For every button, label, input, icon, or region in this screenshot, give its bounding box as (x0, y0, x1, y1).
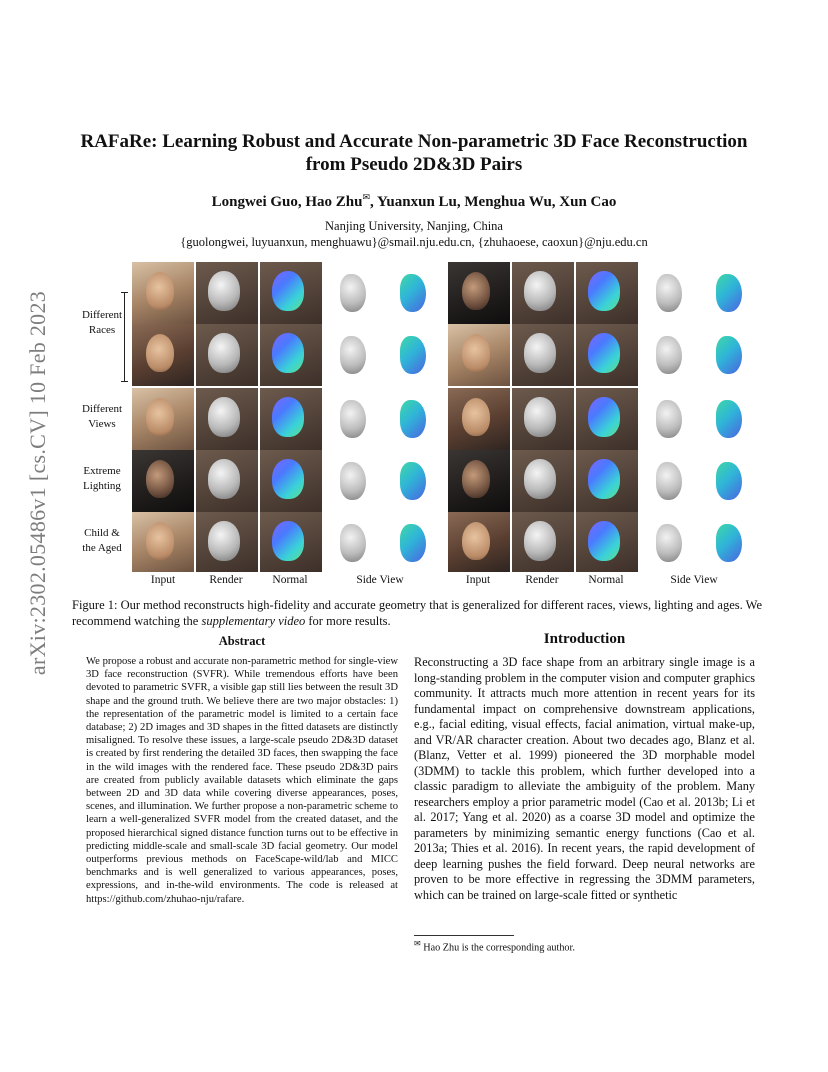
row-label-line: Views (88, 418, 116, 430)
render-image (196, 512, 258, 572)
input-photo (132, 512, 194, 572)
normal-map (260, 324, 322, 386)
normal-map (576, 512, 638, 572)
row-label-aged (72, 526, 132, 556)
side-view-render (640, 452, 696, 508)
affiliation-block (0, 218, 828, 250)
col-label-input: Input (150, 574, 176, 586)
introduction-heading: Introduction (543, 631, 626, 647)
authors-first: Longwei Guo, Hao Zhu (211, 194, 363, 210)
render-image (512, 450, 574, 512)
footnote (414, 939, 755, 953)
corresponding-mark: ✉ (362, 192, 371, 202)
normal-map (576, 450, 638, 512)
normal-map (260, 512, 322, 572)
side-view-normal (700, 514, 756, 570)
figure-caption (72, 597, 762, 629)
input-photo (448, 388, 510, 450)
figure-1 (72, 262, 762, 588)
col-label-input: Input (465, 574, 491, 586)
input-photo (448, 450, 510, 512)
abstract-text: We propose a robust and accurate non-parametric method for single-view 3D face reconstruction (SVFR). While tremendous efforts have been devoted to parametric SVFR, a visible gap still lies between the result 3D shape and the ground truth. We believe there are two major obstacles: 1) the representation of the parametric model is limited to a certain face database; 2) 2D images and 3D shapes in the fitted datasets are distinctly misaligned. To resolve these issues, a large-scale pseudo 2D&3D dataset is created by first rendering the detailed 3D faces, then swapping the face in the wild images with the rendered face. These pseudo 2D&3D pairs are created from publicly available datasets which eliminate the gaps between 2D and 3D data while covering diverse appearances, poses, scenes, and illumination. We further propose a non-parametric scheme to learn a well-generalized SVFR model from the created dataset, and the proposed hierarchical signed distance function turns out to be effective in predicting middle-scale and small-scale 3D facial geometry. Our model outperforms previous methods on FaceScape-wild/lab and MICC benchmarks and is well generalized to various appearances, poses, expressions, and in-the-wild environments. The code is released at https://github.com/zhuhao-nju/rafare. (86, 656, 398, 905)
row-label-line: Lighting (83, 480, 121, 492)
render-image (196, 324, 258, 386)
footnote-text: Hao Zhu is the corresponding author. (420, 942, 575, 954)
side-view-render (640, 390, 696, 446)
title-line-1: RAFaRe: Learning Robust and Accurate Non-parametric 3D Face Reconstruction (80, 131, 748, 152)
side-view-normal (384, 390, 440, 446)
emails: {guolongwei, luyuanxun, menghuawu}@smail.nju.edu.cn, {zhuhaoese, caoxun}@nju.edu.cn (180, 235, 648, 249)
side-view-render (640, 326, 696, 382)
input-photo (132, 388, 194, 450)
side-view-render (324, 390, 380, 446)
title-line-2: from Pseudo 2D&3D Pairs (305, 154, 523, 175)
col-label-side-view: Side View (356, 574, 404, 586)
normal-map (576, 324, 638, 386)
render-image (512, 388, 574, 450)
side-view-render (640, 514, 696, 570)
render-image (512, 324, 574, 386)
normal-map (260, 450, 322, 512)
row-label-line: Extreme (83, 465, 121, 477)
row-label-line: Different (81, 403, 123, 415)
side-view-render (324, 264, 380, 320)
col-label-render: Render (525, 574, 559, 586)
abstract-heading: Abstract (218, 634, 266, 648)
input-photo (132, 450, 194, 512)
side-view-normal (700, 326, 756, 382)
side-view-render (640, 264, 696, 320)
side-view-render (324, 326, 380, 382)
row-label-races (72, 308, 132, 338)
input-photo (132, 324, 194, 386)
supplementary-video-mention: supplementary video (201, 614, 306, 628)
side-view-normal (384, 514, 440, 570)
normal-map (260, 262, 322, 324)
normal-map (576, 262, 638, 324)
normal-map (576, 388, 638, 450)
col-label-side-view: Side View (670, 574, 718, 586)
side-view-render (324, 452, 380, 508)
side-view-normal (384, 452, 440, 508)
col-label-normal: Normal (272, 574, 308, 586)
row-label-line: the Aged (82, 542, 122, 554)
caption-text-end: for more results. (305, 614, 391, 628)
authors (0, 192, 828, 211)
render-image (512, 262, 574, 324)
side-view-normal (700, 390, 756, 446)
footnote-mark: ✉ (414, 939, 421, 948)
caption-text: Figure 1: Our method reconstructs high-fidelity and accurate geometry that is generalized for different races, views, lighting and ages. We recommend watching the (72, 598, 762, 628)
races-bracket (124, 292, 130, 382)
normal-map (260, 388, 322, 450)
render-image (196, 388, 258, 450)
authors-rest: , Yuanxun Lu, Menghua Wu, Xun Cao (370, 194, 617, 210)
render-image (512, 512, 574, 572)
paper-title (0, 130, 828, 176)
input-photo (132, 262, 194, 324)
side-view-normal (700, 264, 756, 320)
row-label-lighting (72, 464, 132, 494)
side-view-normal (700, 452, 756, 508)
row-label-views (72, 402, 132, 432)
arxiv-stamp (20, 288, 56, 678)
introduction-text: Reconstructing a 3D face shape from an arbitrary single image is a long-standing problem in the computer vision and computer graphics community. It attracts much more attention in recent years for its fundamental impact on comprehensive downstream applications, e.g., facial editing, visual effects, facial animation, virtual make-up, and VR/AR character creation. About two decades ago, Blanz et al. (Blanz, Vetter et al. 1999) pioneered the 3D morphable model (3DMM) to tackle this problem, which further developed into a classic paradigm to alleviate the ambiguity of the problem. Many researchers employ a prior parametric model (Cao et al. 2013b; Li et al. 2017; Yang et al. 2020) as a coarse 3D model and optimize the parameters by minimizing semantic energy functions (Cao et al. 2013a; Thies et al. 2016). In recent years, the rapid development of deep learning pushes the field forward. Deep neural networks are proven to be more effective in regressing the 3DMM parameters, which can be trained on large-scale fitted or synthetic (414, 655, 755, 902)
affiliation: Nanjing University, Nanjing, China (325, 219, 503, 233)
row-label-line: Different (81, 309, 123, 321)
row-label-line: Races (88, 324, 116, 336)
arxiv-stamp-text: arXiv:2302.05486v1 [cs.CV] 10 Feb 2023 (25, 290, 50, 676)
input-photo (448, 262, 510, 324)
row-label-line: Child & (84, 527, 120, 539)
col-label-render: Render (209, 574, 243, 586)
footnote-rule (414, 935, 514, 936)
input-photo (448, 512, 510, 572)
side-view-render (324, 514, 380, 570)
side-view-normal (384, 264, 440, 320)
render-image (196, 262, 258, 324)
input-photo (448, 324, 510, 386)
render-image (196, 450, 258, 512)
col-label-normal: Normal (588, 574, 624, 586)
side-view-normal (384, 326, 440, 382)
